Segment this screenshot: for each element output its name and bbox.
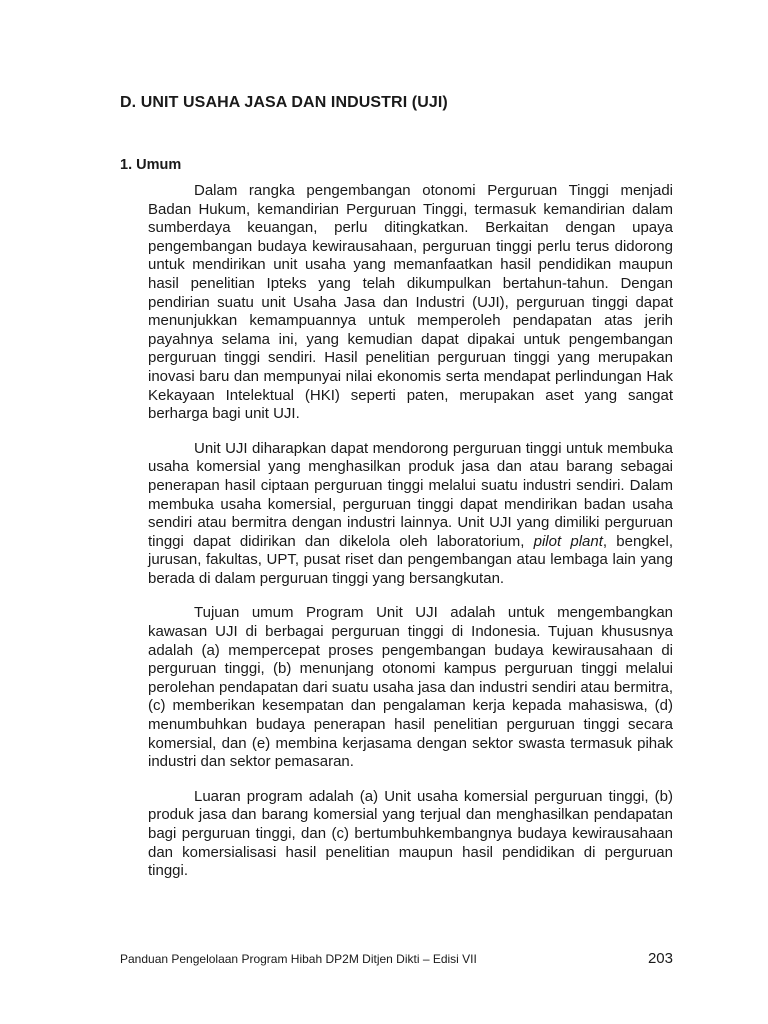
subsection-heading: 1. Umum	[120, 157, 182, 173]
page-number: 203	[647, 950, 673, 967]
paragraph-2-italic-term: pilot plant	[533, 532, 603, 550]
paragraph-2-part-2: , bengkel, jurusan, fakultas, UPT, pusat riset dan pengembangan atau lembaga lain yang berada di dalam perguruan tinggi yang bersangkutan.	[148, 532, 674, 587]
paragraph-2	[148, 440, 673, 589]
section-heading: D. UNIT USAHA JASA DAN INDUSTRI (UJI)	[120, 94, 448, 111]
paragraph-4: Luaran program adalah (a) Unit usaha komersial perguruan tinggi, (b) produk jasa dan barang komersial yang terjual dan menghasilkan pendapatan bagi perguruan tinggi, dan (c) bertumbuhkembangnya budaya kewirausahaan dan komersialisasi hasil penelitian maupun hasil pendidikan di perguruan tinggi.	[148, 787, 673, 880]
footer-text: Panduan Pengelolaan Program Hibah DP2M Ditjen Dikti – Edisi VII	[120, 952, 477, 966]
body-text	[148, 182, 673, 897]
paragraph-3: Tujuan umum Program Unit UJI adalah untuk mengembangkan kawasan UJI di berbagai perguruan tinggi di Indonesia. Tujuan khususnya adalah (a) mempercepat proses pengembangan budaya kewirausahaan di perguruan tinggi, (b) menunjang otonomi kampus perguruan tinggi melalui perolehan pendapatan dari suatu usaha jasa dan industri sendiri atau bermitra, (c) memberikan kesempatan dan pengalaman kerja kepada mahasiswa, (d) menumbuhkan budaya penerapan hasil penelitian perguruan tinggi secara komersial, dan (e) membina kerjasama dengan sektor swasta termasuk pihak industri dan sektor pemasaran.	[148, 604, 673, 771]
paragraph-2-part-1: Unit UJI diharapkan dapat mendorong perguruan tinggi untuk membuka usaha komersial yang menghasilkan produk jasa dan atau barang sebagai penerapan hasil ciptaan perguruan tinggi melalui suatu industri sendiri. Dalam membuka usaha komersial, perguruan tinggi dapat mendirikan badan usaha sendiri atau bermitra dengan industri lainnya. Unit UJI yang dimiliki perguruan tinggi dapat didirikan dan dikelola oleh laboratorium,	[148, 439, 673, 550]
paragraph-1: Dalam rangka pengembangan otonomi Perguruan Tinggi menjadi Badan Hukum, kemandirian Perguruan Tinggi, termasuk kemandirian dalam sumberdaya keuangan, perlu ditingkatkan. Berkaitan dengan upaya pengembangan budaya kewirausahaan, perguruan tinggi perlu terus didorong untuk mendirikan unit usaha yang memanfaatkan hasil pendidikan maupun hasil penelitian Ipteks yang telah dikumpulkan bertahun-tahun. Dengan pendirian suatu unit Usaha Jasa dan Industri (UJI), perguruan tinggi dapat menunjukkan kemampuannya untuk memperoleh pendapatan atas jerih payahnya selama ini, yang kemudian dapat dipakai untuk pengembangan perguruan tinggi sendiri. Hasil penelitian perguruan tinggi yang merupakan inovasi baru dan mempunyai nilai ekonomis serta mendapat perlindungan Hak Kekayaan Intelektual (HKI) seperti paten, merupakan aset yang sangat berharga bagi unit UJI.	[148, 182, 673, 423]
